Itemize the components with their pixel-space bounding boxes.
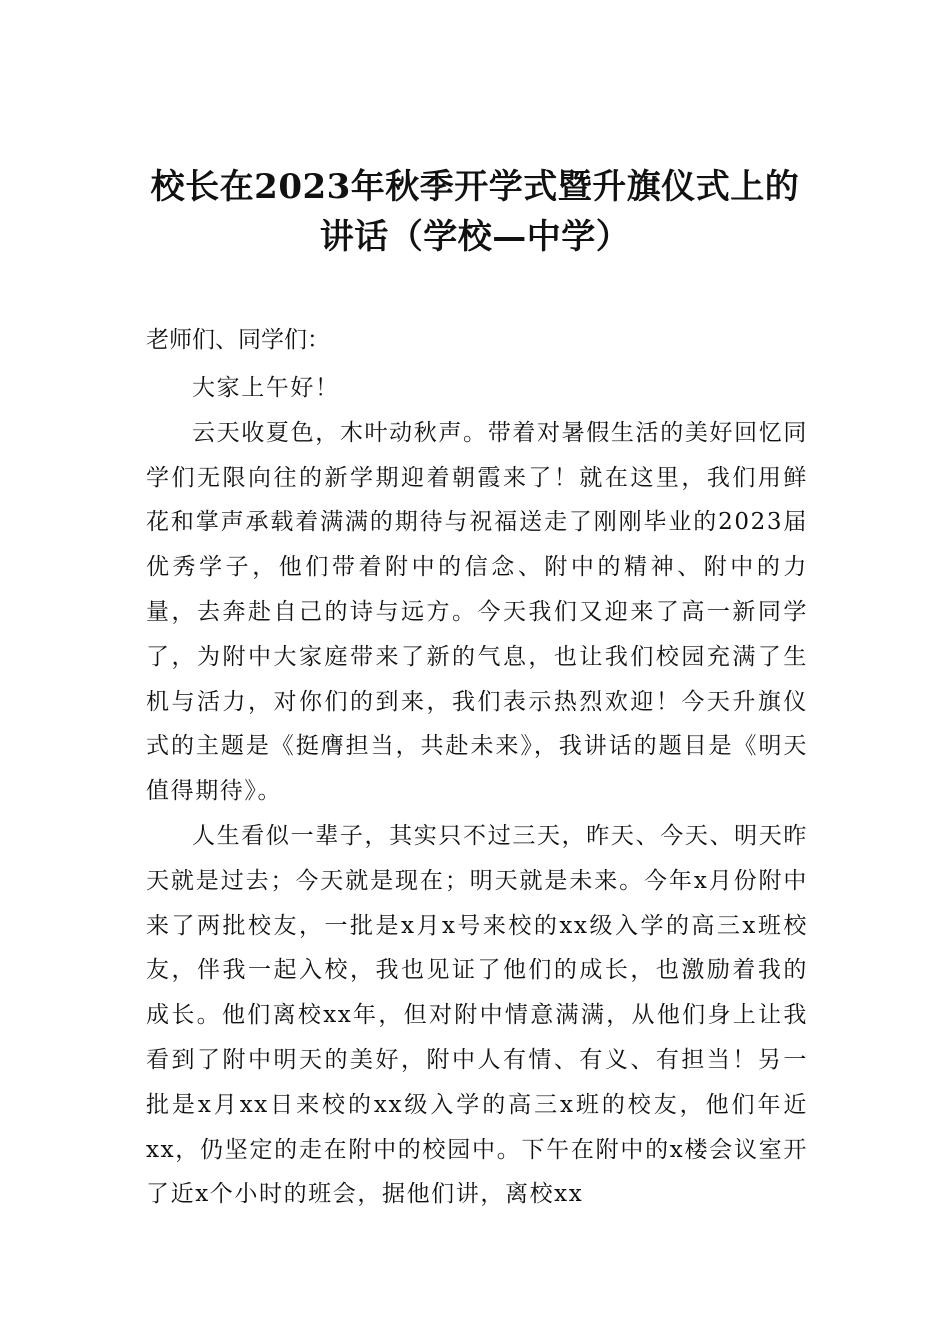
paragraph-greeting: 大家上午好！ xyxy=(192,375,340,401)
paragraph-alumni: 人生看似一辈子，其实只不过三天，昨天、今天、明天昨天就是过去；今天就是现在；明天就是未来。今年x月份附中来了两批校友，一批是x月x号来校的xx级入学的高三x班校友，伴我一起入校，我也见证了他们的成长，也激励着我的成长。他们离校xx年，但对附中情意满满，从他们身上让我看到了附中明天的美好，附中人有情、有义、有担当！另一批是x月xx日来校的xx级入学的高三x班的校友，他们年近xx，仍坚定的走在附中的校园中。下午在附中的x楼会议室开了近x个小时的班会，据他们讲，离校xx xyxy=(146,822,808,1208)
title-line-1: 校长在2023年秋季开学式暨升旗仪式上的 xyxy=(150,167,800,207)
salutation: 老师们、同学们： xyxy=(146,327,330,353)
document-title xyxy=(120,162,830,262)
title-line-2: 讲话（学校—中学） xyxy=(319,217,631,257)
paragraph-opening: 云天收夏色，木叶动秋声。带着对暑假生活的美好回忆同学们无限向往的新学期迎着朝霞来了！就在这里，我们用鲜花和掌声承载着满满的期待与祝福送走了刚刚毕业的2023届优秀学子，他们带着附中的信念、附中的精神、附中的力量，去奔赴自己的诗与远方。今天我们又迎来了高一新同学了，为附中大家庭带来了新的气息，也让我们校园充满了生机与活力，对你们的到来，我们表示热烈欢迎！今天升旗仪式的主题是《挺膺担当，共赴未来》，我讲话的题目是《明天值得期待》。 xyxy=(146,419,808,805)
body-text xyxy=(146,366,808,1217)
